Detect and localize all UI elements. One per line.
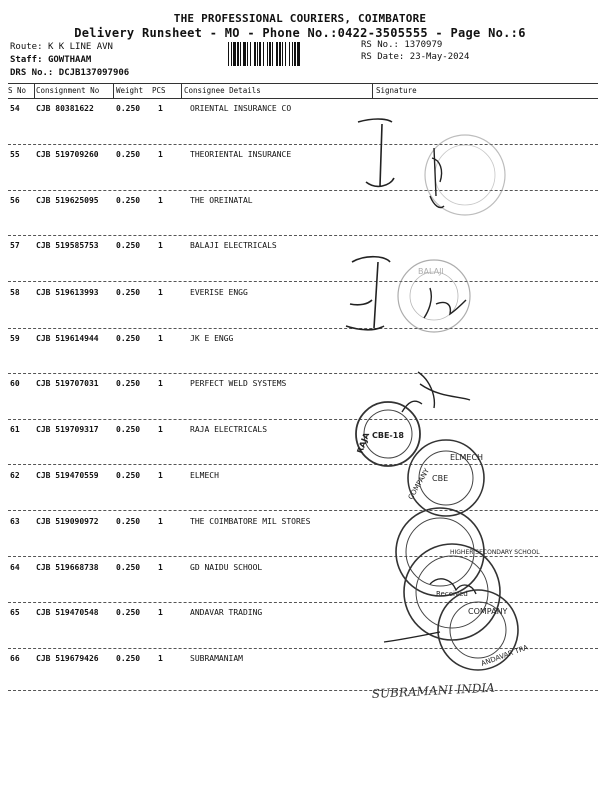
cell-sno: 55 — [10, 150, 20, 159]
cell-weight: 0.250 — [116, 654, 141, 663]
stamp-text: COMPANY — [468, 607, 508, 616]
cell-weight: 0.250 — [116, 471, 141, 480]
col-consignment: Consignment No — [36, 86, 100, 95]
raja-stamp — [355, 402, 420, 466]
cell-consignment: CJB 519090972 — [36, 517, 99, 526]
cell-sno: 60 — [10, 379, 20, 388]
handwritten-signature — [402, 372, 470, 412]
route-label: Route: — [10, 42, 43, 52]
elmech-stamp — [407, 440, 484, 516]
cell-consignee: RAJA ELECTRICALS — [190, 425, 268, 434]
stamp-text: BALAJI — [418, 267, 444, 276]
rs-no-label: RS No.: — [361, 40, 399, 50]
stamp-text: HIGHER SECONDARY SCHOOL — [450, 549, 540, 556]
cell-consignment: CJB 519613993 — [36, 288, 99, 297]
col-sno: S No — [8, 86, 27, 95]
cell-weight: 0.250 — [116, 517, 141, 526]
cell-sno: 56 — [10, 196, 20, 205]
cell-consignment: CJB 519679426 — [36, 654, 99, 663]
cell-pcs: 1 — [158, 104, 163, 113]
stamp-text: ELMECH — [450, 453, 484, 462]
cell-weight: 0.250 — [116, 334, 141, 343]
cell-pcs: 1 — [158, 334, 163, 343]
round-stamp — [425, 135, 505, 215]
drs-value: DCJB137097906 — [58, 68, 130, 78]
cell-sno: 58 — [10, 288, 20, 297]
cell-sno: 54 — [10, 104, 20, 113]
cell-consignment: CJB 519585753 — [36, 241, 99, 250]
cell-consignee: THE COIMBATORE MIL STORES — [190, 517, 311, 526]
col-weight: Weight — [116, 86, 144, 95]
cell-consignee: EVERISE ENGG — [190, 288, 248, 297]
cell-consignment: CJB 519614944 — [36, 334, 99, 343]
cell-pcs: 1 — [158, 471, 163, 480]
handwritten-signature — [346, 257, 390, 330]
cell-sno: 66 — [10, 654, 20, 663]
cell-weight: 0.250 — [116, 104, 141, 113]
andavar-stamp — [438, 590, 529, 670]
cell-consignment: CJB 519707031 — [36, 379, 99, 388]
cell-weight: 0.250 — [116, 288, 141, 297]
cell-consignee: ANDAVAR TRADING — [190, 608, 263, 617]
company-name: THE PROFESSIONAL COURIERS, COIMBATORE — [173, 12, 427, 25]
cell-pcs: 1 — [158, 608, 163, 617]
stamp-text: RAJA — [355, 431, 372, 455]
cell-consignee: SUBRAMANIAM — [190, 654, 243, 663]
rs-date-value: 23-May-2024 — [409, 52, 470, 62]
stamp-text: COMPANY — [406, 467, 431, 501]
cell-consignment: CJB 519470559 — [36, 471, 99, 480]
stamp-text: ANDAVAR TRA — [479, 643, 530, 668]
staff-value: GOWTHAAM — [47, 55, 92, 65]
rs-date-label: RS Date: — [361, 52, 405, 62]
cell-sno: 57 — [10, 241, 20, 250]
cell-consignment: CJB 519668738 — [36, 563, 99, 572]
cell-sno: 64 — [10, 563, 20, 572]
staff-label: Staff: — [10, 55, 43, 65]
cell-consignment: CJB 519625095 — [36, 196, 99, 205]
cell-pcs: 1 — [158, 241, 163, 250]
cell-consignee: ELMECH — [190, 471, 219, 480]
stamp-text: CBE-18 — [372, 431, 404, 440]
cell-consignment: CJB 519709317 — [36, 425, 99, 434]
cell-pcs: 1 — [158, 150, 163, 159]
cell-weight: 0.250 — [116, 150, 141, 159]
cell-consignment: CJB 519470548 — [36, 608, 99, 617]
handwritten-signature — [358, 119, 394, 186]
handwritten-signature — [424, 288, 466, 318]
cell-consignee: JK E ENGG — [190, 334, 234, 343]
route-value: K K LINE AVN — [47, 42, 113, 52]
cell-consignee: BALAJI ELECTRICALS — [190, 241, 277, 250]
cell-weight: 0.250 — [116, 196, 141, 205]
cell-weight: 0.250 — [116, 241, 141, 250]
rs-no-value: 1370979 — [404, 40, 443, 50]
cell-sno: 65 — [10, 608, 20, 617]
col-signature: Signature — [376, 86, 417, 95]
cell-sno: 59 — [10, 334, 20, 343]
cell-consignee: THEORIENTAL INSURANCE — [190, 150, 292, 159]
cell-weight: 0.250 — [116, 563, 141, 572]
runsheet-title: Delivery Runsheet - MO - Phone No.:0422-3505555 - Page No.:6 — [74, 26, 526, 40]
cell-consignee: PERFECT WELD SYSTEMS — [190, 379, 287, 388]
cell-weight: 0.250 — [116, 608, 141, 617]
cell-sno: 63 — [10, 517, 20, 526]
cell-pcs: 1 — [158, 288, 163, 297]
balaji-stamp — [398, 260, 470, 332]
stamp-text: Received — [436, 590, 468, 598]
cell-weight: 0.250 — [116, 425, 141, 434]
cell-pcs: 1 — [158, 425, 163, 434]
cell-pcs: 1 — [158, 517, 163, 526]
cell-sno: 62 — [10, 471, 20, 480]
cell-pcs: 1 — [158, 654, 163, 663]
cell-pcs: 1 — [158, 196, 163, 205]
cell-consignment: CJB 80381622 — [36, 104, 94, 113]
handwritten-signature — [384, 632, 440, 642]
cell-pcs: 1 — [158, 563, 163, 572]
cell-consignee: THE OREINATAL — [190, 196, 253, 205]
drs-label: DRS No.: — [10, 68, 54, 78]
cell-sno: 61 — [10, 425, 20, 434]
cell-weight: 0.250 — [116, 379, 141, 388]
stamp-text: CBE — [432, 474, 449, 483]
col-pcs: PCS — [152, 86, 166, 95]
col-consignee: Consignee Details — [184, 86, 261, 95]
cell-consignee: GD NAIDU SCHOOL — [190, 563, 263, 572]
handwritten-name: SUBRAMANI INDIA — [371, 680, 496, 701]
cell-consignment: CJB 519709260 — [36, 150, 99, 159]
cell-pcs: 1 — [158, 379, 163, 388]
school-stamp — [404, 544, 540, 640]
cell-consignee: ORIENTAL INSURANCE CO — [190, 104, 292, 113]
